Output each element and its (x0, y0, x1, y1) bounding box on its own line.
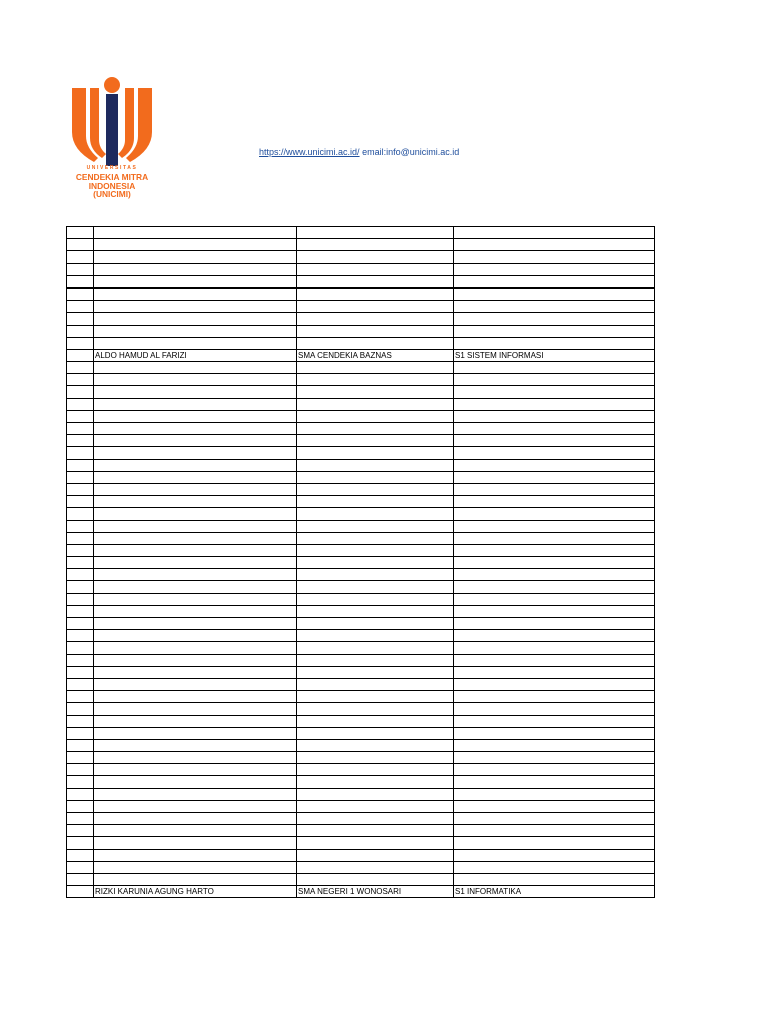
table-row (67, 886, 655, 898)
table-row (67, 739, 655, 751)
school-cell (297, 630, 454, 642)
program-cell (454, 618, 655, 630)
student-name-cell (94, 861, 297, 873)
university-logo (68, 76, 156, 200)
email-text[interactable]: email:info@unicimi.ac.id (362, 147, 460, 157)
table-row (67, 849, 655, 861)
row-number-cell (67, 362, 94, 374)
row-number-cell (67, 581, 94, 593)
school-cell: SMA NEGERI 1 WONOSARI (297, 886, 454, 898)
program-cell (454, 593, 655, 605)
program-cell (454, 301, 655, 313)
student-name-cell (94, 752, 297, 764)
row-number-cell (67, 715, 94, 727)
program-cell (454, 410, 655, 422)
table-row (67, 337, 655, 349)
row-number-cell (67, 227, 94, 239)
row-number-cell (67, 239, 94, 251)
student-name-cell (94, 654, 297, 666)
program-cell (454, 739, 655, 751)
school-cell (297, 313, 454, 325)
program-cell (454, 447, 655, 459)
student-name-cell (94, 447, 297, 459)
school-cell (297, 788, 454, 800)
program-cell (454, 386, 655, 398)
row-number-cell (67, 886, 94, 898)
row-number-cell (67, 251, 94, 263)
program-cell (454, 263, 655, 275)
row-number-cell (67, 447, 94, 459)
table-row (67, 362, 655, 374)
program-cell (454, 423, 655, 435)
table-row (67, 800, 655, 812)
program-cell (454, 374, 655, 386)
school-cell (297, 301, 454, 313)
school-cell (297, 605, 454, 617)
table-row (67, 642, 655, 654)
table-row (67, 727, 655, 739)
row-number-cell (67, 691, 94, 703)
student-name-cell (94, 764, 297, 776)
program-cell (454, 483, 655, 495)
row-number-cell (67, 337, 94, 349)
table-row (67, 374, 655, 386)
table-row (67, 764, 655, 776)
table-row (67, 386, 655, 398)
row-number-cell (67, 703, 94, 715)
school-cell (297, 410, 454, 422)
school-cell (297, 715, 454, 727)
student-name-cell (94, 813, 297, 825)
table-row (67, 654, 655, 666)
student-name-cell (94, 776, 297, 788)
table-row (67, 423, 655, 435)
school-cell (297, 727, 454, 739)
program-cell (454, 764, 655, 776)
program-cell (454, 703, 655, 715)
program-cell (454, 691, 655, 703)
program-cell (454, 837, 655, 849)
student-name-cell (94, 423, 297, 435)
table-row (67, 301, 655, 313)
row-number-cell (67, 861, 94, 873)
row-number-cell (67, 532, 94, 544)
table-row (67, 532, 655, 544)
table-row (67, 435, 655, 447)
student-name-cell (94, 496, 297, 508)
student-name-cell (94, 362, 297, 374)
school-cell (297, 800, 454, 812)
row-number-cell (67, 605, 94, 617)
student-name-cell (94, 471, 297, 483)
row-number-cell (67, 800, 94, 812)
table-row (67, 520, 655, 532)
student-name-cell (94, 605, 297, 617)
student-name-cell (94, 666, 297, 678)
school-cell (297, 837, 454, 849)
program-cell (454, 581, 655, 593)
student-name-cell (94, 544, 297, 556)
row-number-cell (67, 508, 94, 520)
table-row (67, 813, 655, 825)
table-row (67, 471, 655, 483)
row-number-cell (67, 678, 94, 690)
student-name-cell (94, 435, 297, 447)
program-cell (454, 520, 655, 532)
student-name-cell (94, 739, 297, 751)
program-cell (454, 642, 655, 654)
program-cell (454, 471, 655, 483)
row-number-cell (67, 618, 94, 630)
table-row (67, 349, 655, 361)
contact-line (259, 147, 459, 158)
student-name-cell (94, 483, 297, 495)
student-name-cell (94, 313, 297, 325)
school-cell (297, 251, 454, 263)
program-cell (454, 849, 655, 861)
school-cell (297, 325, 454, 337)
program-cell (454, 666, 655, 678)
row-number-cell (67, 313, 94, 325)
student-name-cell (94, 288, 297, 301)
student-name-cell (94, 873, 297, 885)
program-cell (454, 873, 655, 885)
row-number-cell (67, 739, 94, 751)
row-number-cell (67, 727, 94, 739)
school-cell (297, 654, 454, 666)
row-number-cell (67, 630, 94, 642)
table-row (67, 630, 655, 642)
table-row (67, 325, 655, 337)
row-number-cell (67, 825, 94, 837)
school-cell (297, 459, 454, 471)
school-cell (297, 691, 454, 703)
table-row (67, 776, 655, 788)
row-number-cell (67, 496, 94, 508)
school-cell (297, 703, 454, 715)
student-table (66, 226, 654, 902)
table-row (67, 557, 655, 569)
student-name-cell (94, 251, 297, 263)
logo-name-line2: INDONESIA (88, 180, 136, 191)
program-cell (454, 325, 655, 337)
program-cell: S1 INFORMATIKA (454, 886, 655, 898)
program-cell (454, 337, 655, 349)
school-cell (297, 618, 454, 630)
row-number-cell (67, 654, 94, 666)
row-number-cell (67, 398, 94, 410)
row-number-cell (67, 301, 94, 313)
table-row (67, 544, 655, 556)
program-cell (454, 239, 655, 251)
program-cell (454, 825, 655, 837)
program-cell (454, 251, 655, 263)
program-cell (454, 288, 655, 301)
program-cell (454, 752, 655, 764)
row-number-cell (67, 813, 94, 825)
school-cell (297, 520, 454, 532)
program-cell (454, 508, 655, 520)
school-cell (297, 739, 454, 751)
table-row (67, 288, 655, 301)
student-name-cell (94, 557, 297, 569)
table-row (67, 618, 655, 630)
school-cell (297, 263, 454, 275)
table-row (67, 825, 655, 837)
student-name-cell (94, 374, 297, 386)
school-cell (297, 581, 454, 593)
table-row (67, 459, 655, 471)
program-cell (454, 557, 655, 569)
school-cell (297, 752, 454, 764)
table-row (67, 715, 655, 727)
student-name-cell (94, 227, 297, 239)
row-number-cell (67, 776, 94, 788)
student-name-cell (94, 410, 297, 422)
program-cell (454, 313, 655, 325)
logo-universitas-text: UNIVERSITAS (86, 165, 138, 171)
student-name-cell (94, 520, 297, 532)
program-cell (454, 800, 655, 812)
program-cell (454, 813, 655, 825)
unicimi-emblem-icon (68, 76, 156, 168)
student-name-cell (94, 459, 297, 471)
table-row (67, 666, 655, 678)
student-name-cell (94, 800, 297, 812)
row-number-cell (67, 386, 94, 398)
school-cell (297, 398, 454, 410)
school-cell (297, 386, 454, 398)
school-cell (297, 374, 454, 386)
school-cell (297, 447, 454, 459)
row-number-cell (67, 325, 94, 337)
student-name-cell (94, 727, 297, 739)
student-name-cell (94, 325, 297, 337)
program-cell (454, 275, 655, 288)
student-name-cell (94, 788, 297, 800)
row-number-cell (67, 752, 94, 764)
program-cell (454, 715, 655, 727)
student-name-cell: RIZKI KARUNIA AGUNG HARTO (94, 886, 297, 898)
row-number-cell (67, 410, 94, 422)
row-number-cell (67, 520, 94, 532)
row-number-cell (67, 788, 94, 800)
student-name-cell (94, 275, 297, 288)
school-cell (297, 337, 454, 349)
table-row (67, 398, 655, 410)
student-name-cell (94, 593, 297, 605)
table-row (67, 410, 655, 422)
program-cell (454, 788, 655, 800)
student-name-cell (94, 337, 297, 349)
student-name-cell (94, 239, 297, 251)
school-cell (297, 593, 454, 605)
program-cell (454, 776, 655, 788)
school-cell (297, 508, 454, 520)
row-number-cell (67, 557, 94, 569)
program-cell (454, 727, 655, 739)
table-row (67, 227, 655, 239)
program-cell (454, 861, 655, 873)
row-number-cell (67, 374, 94, 386)
table-row (67, 861, 655, 873)
program-cell (454, 459, 655, 471)
website-link[interactable]: https://www.unicimi.ac.id/ (259, 147, 360, 157)
table-row (67, 873, 655, 885)
student-name-cell (94, 630, 297, 642)
row-number-cell (67, 275, 94, 288)
school-cell (297, 275, 454, 288)
school-cell (297, 873, 454, 885)
program-cell (454, 569, 655, 581)
logo-name-line1: CENDEKIA MITRA (75, 172, 149, 182)
program-cell (454, 678, 655, 690)
school-cell (297, 825, 454, 837)
program-cell (454, 630, 655, 642)
school-cell (297, 776, 454, 788)
program-cell (454, 544, 655, 556)
row-number-cell (67, 435, 94, 447)
school-cell (297, 557, 454, 569)
school-cell (297, 569, 454, 581)
row-number-cell (67, 423, 94, 435)
row-number-cell (67, 544, 94, 556)
school-cell (297, 496, 454, 508)
school-cell (297, 423, 454, 435)
table-row (67, 593, 655, 605)
student-name-cell (94, 642, 297, 654)
student-name-cell (94, 678, 297, 690)
student-name-cell (94, 569, 297, 581)
row-number-cell (67, 569, 94, 581)
table-row (67, 447, 655, 459)
table-row (67, 251, 655, 263)
school-cell (297, 435, 454, 447)
row-number-cell (67, 459, 94, 471)
student-name-cell (94, 508, 297, 520)
school-cell (297, 764, 454, 776)
row-number-cell (67, 849, 94, 861)
school-cell (297, 288, 454, 301)
program-cell (454, 532, 655, 544)
school-cell (297, 678, 454, 690)
row-number-cell (67, 873, 94, 885)
program-cell (454, 605, 655, 617)
school-cell (297, 813, 454, 825)
school-cell (297, 849, 454, 861)
student-name-cell (94, 837, 297, 849)
school-cell (297, 666, 454, 678)
program-cell (454, 435, 655, 447)
table-row (67, 496, 655, 508)
table-row (67, 275, 655, 288)
row-number-cell (67, 288, 94, 301)
table-row (67, 837, 655, 849)
table-row (67, 483, 655, 495)
table-row (67, 788, 655, 800)
table-row (67, 703, 655, 715)
table-row (67, 605, 655, 617)
school-cell (297, 861, 454, 873)
school-cell (297, 483, 454, 495)
program-cell (454, 654, 655, 666)
student-name-cell: ALDO HAMUD AL FARIZI (94, 349, 297, 361)
student-name-cell (94, 386, 297, 398)
program-cell (454, 398, 655, 410)
school-cell (297, 471, 454, 483)
school-cell (297, 642, 454, 654)
program-cell (454, 227, 655, 239)
logo-name-line3: (UNICIMI) (93, 189, 131, 199)
program-cell: S1 SISTEM INFORMASI (454, 349, 655, 361)
row-number-cell (67, 349, 94, 361)
row-number-cell (67, 263, 94, 275)
table-row (67, 691, 655, 703)
student-name-cell (94, 715, 297, 727)
table-row (67, 581, 655, 593)
table-row (67, 263, 655, 275)
school-cell (297, 362, 454, 374)
school-cell (297, 239, 454, 251)
student-name-cell (94, 691, 297, 703)
school-cell (297, 227, 454, 239)
row-number-cell (67, 642, 94, 654)
row-number-cell (67, 837, 94, 849)
student-name-cell (94, 263, 297, 275)
student-name-cell (94, 825, 297, 837)
student-name-cell (94, 703, 297, 715)
table-row (67, 239, 655, 251)
program-cell (454, 362, 655, 374)
student-name-cell (94, 581, 297, 593)
student-name-cell (94, 532, 297, 544)
row-number-cell (67, 471, 94, 483)
table-row (67, 508, 655, 520)
school-cell (297, 544, 454, 556)
school-cell (297, 532, 454, 544)
table-row (67, 569, 655, 581)
student-name-cell (94, 398, 297, 410)
table-row (67, 678, 655, 690)
program-cell (454, 496, 655, 508)
student-name-cell (94, 618, 297, 630)
table-row (67, 313, 655, 325)
row-number-cell (67, 666, 94, 678)
row-number-cell (67, 593, 94, 605)
row-number-cell (67, 764, 94, 776)
table-row (67, 752, 655, 764)
row-number-cell (67, 483, 94, 495)
student-name-cell (94, 301, 297, 313)
student-name-cell (94, 849, 297, 861)
school-cell: SMA CENDEKIA BAZNAS (297, 349, 454, 361)
